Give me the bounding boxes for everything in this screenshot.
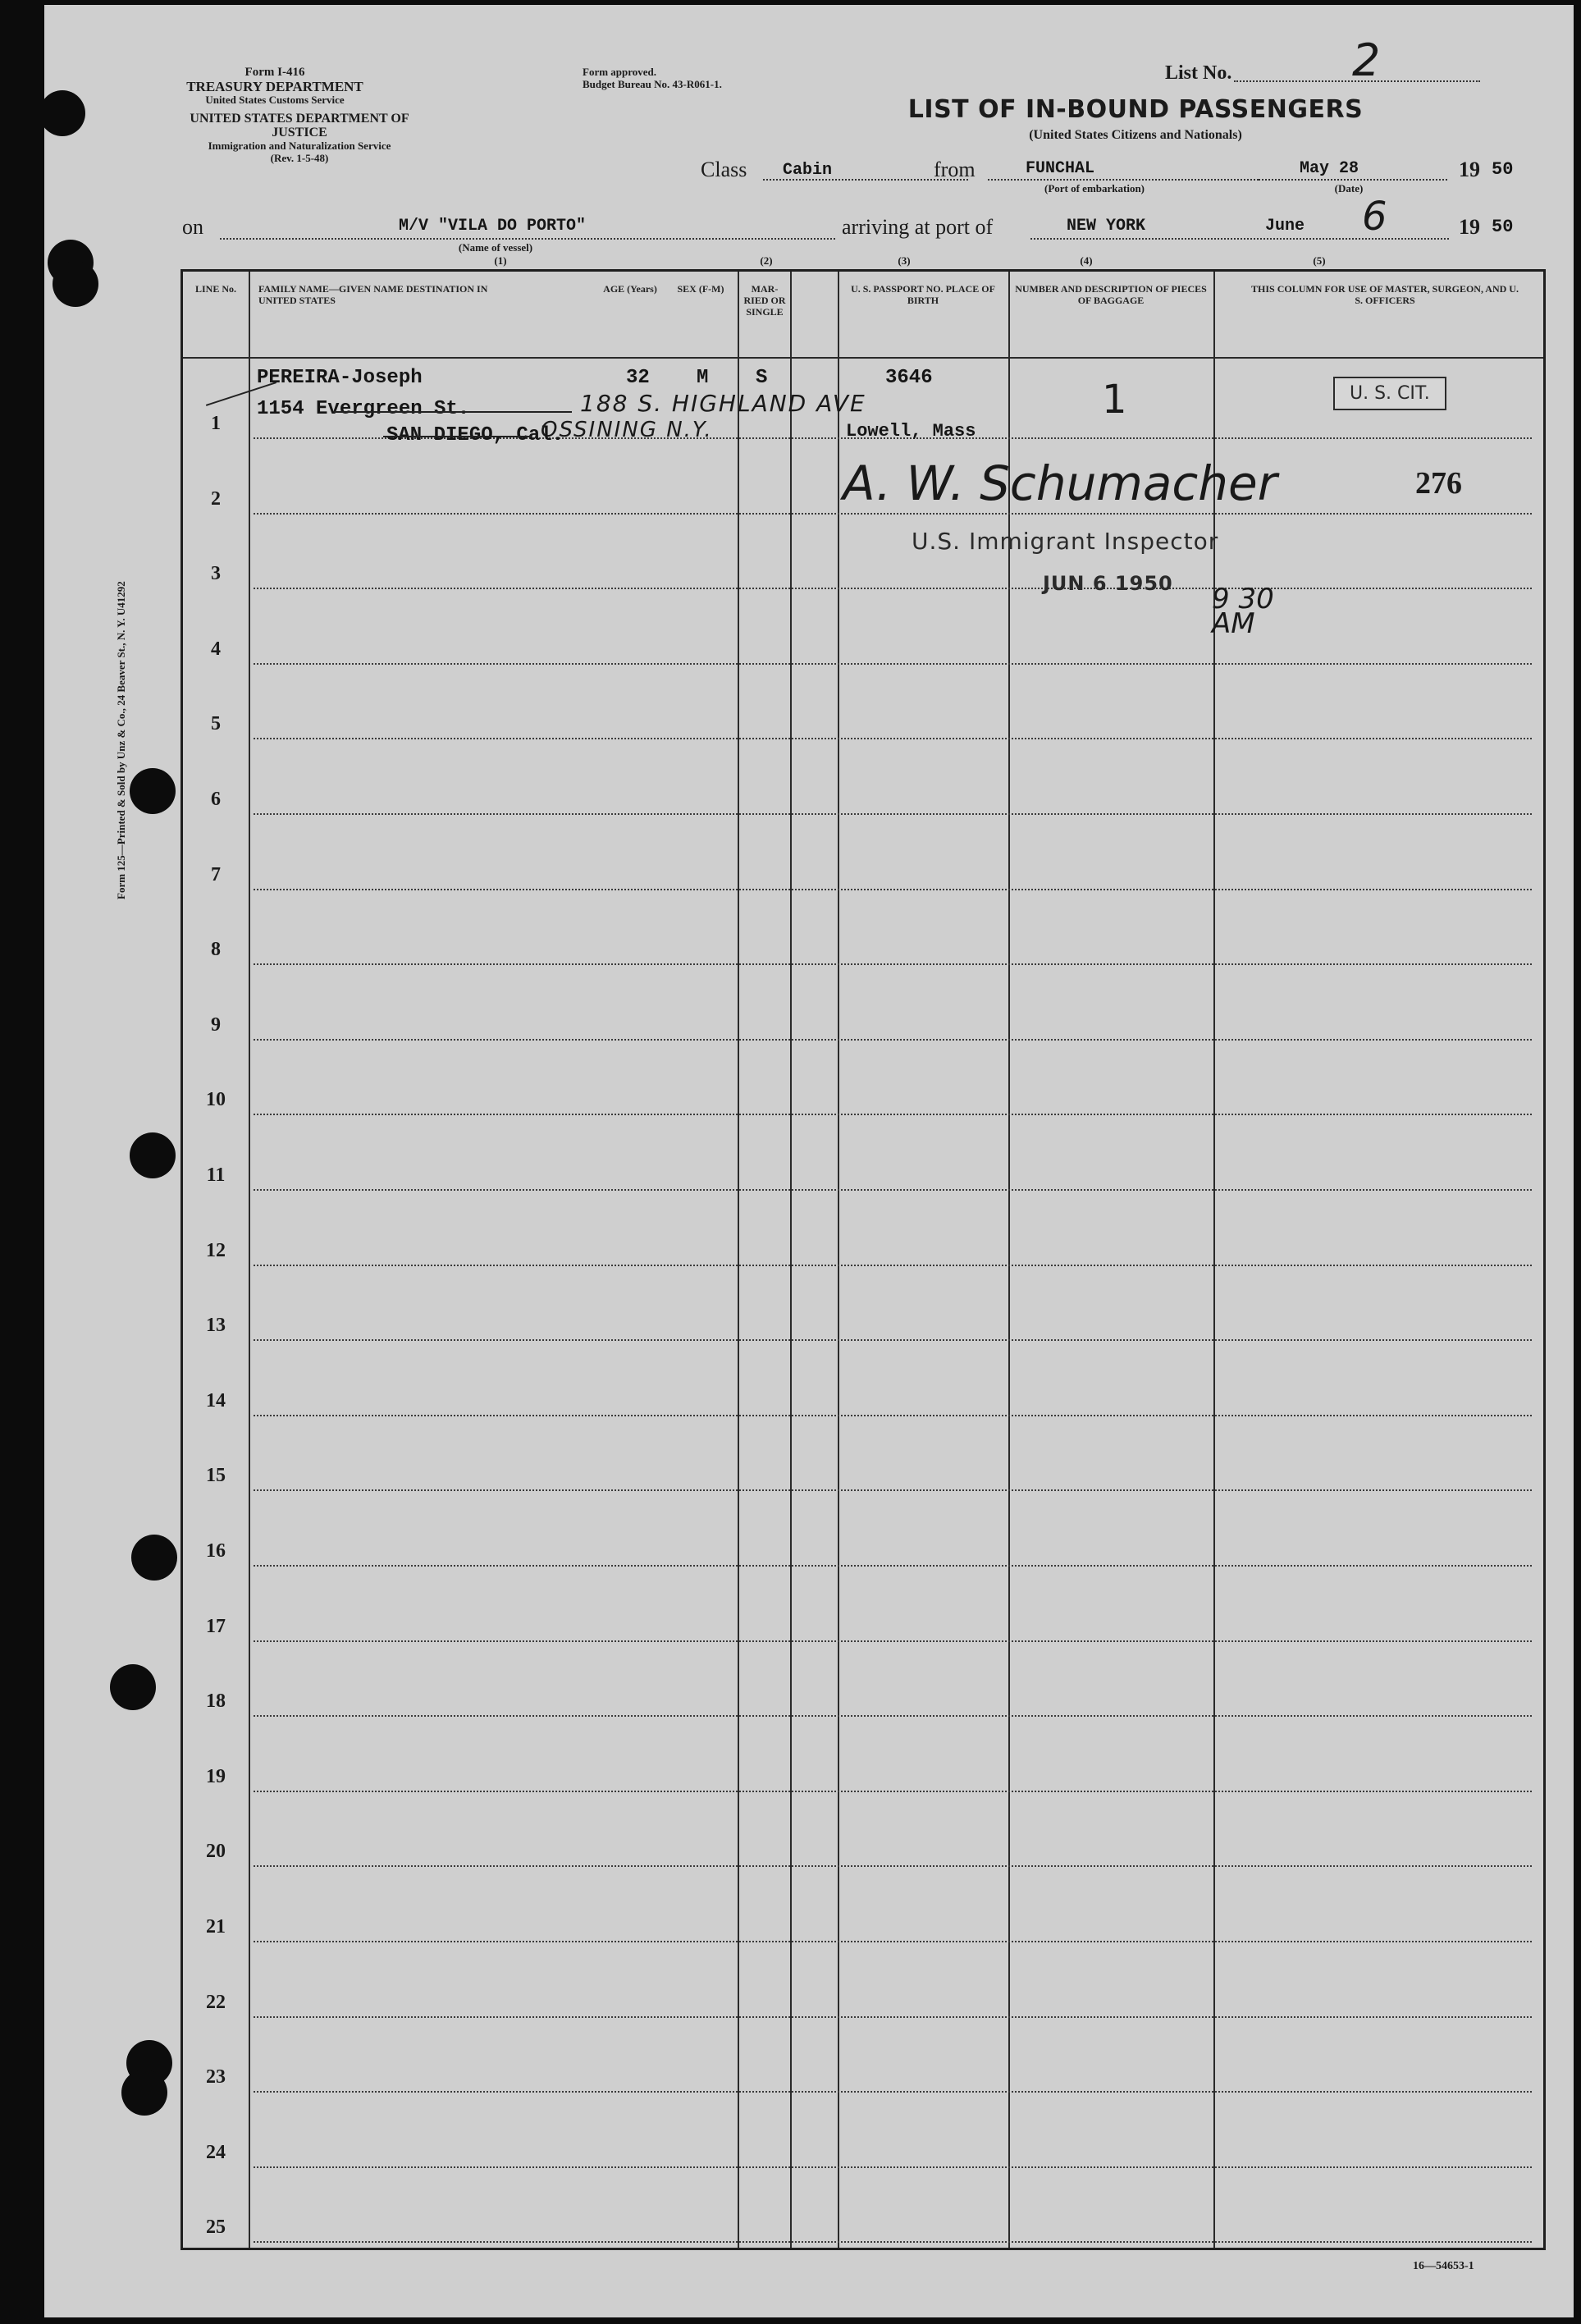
row-line <box>254 1339 1532 1341</box>
col-header-age: AGE (Years) <box>603 283 657 295</box>
col-divider <box>790 272 792 2248</box>
row-line <box>254 2241 1532 2243</box>
col-header-name: FAMILY NAME—GIVEN NAME DESTINATION IN UNITED STATES <box>258 283 488 306</box>
us-cit-stamp: U. S. CIT. <box>1333 377 1446 410</box>
footer-code: 16—54653-1 <box>1413 2260 1474 2272</box>
port-caption: (Port of embarkation) <box>1044 182 1145 194</box>
entry-married: S <box>756 367 768 389</box>
rev-label: (Rev. 1-5-48) <box>270 152 329 164</box>
row-line <box>254 1489 1532 1491</box>
inspector-stamp: U.S. Immigrant Inspector <box>912 528 1219 555</box>
ins-label: Immigration and Naturalization Service <box>208 140 391 152</box>
arriving-label: arriving at port of <box>842 215 994 239</box>
row-number: 5 <box>211 713 221 735</box>
row-number: 2 <box>211 487 221 510</box>
arrival-month: June <box>1265 217 1305 236</box>
year-prefix: 19 <box>1459 158 1480 181</box>
col-number: (1) <box>494 254 507 267</box>
time-note: 9 30 AM <box>1212 583 1274 640</box>
entry-passport: 3646 <box>885 367 933 389</box>
form-label: Form I-416 <box>244 66 305 79</box>
strike-line <box>334 411 572 413</box>
row-number: 1 <box>211 413 221 434</box>
row-number: 13 <box>206 1315 226 1337</box>
row-number: 14 <box>206 1389 226 1411</box>
row-number: 11 <box>206 1164 226 1186</box>
strike-line <box>383 436 531 437</box>
page-subtitle: (United States Citizens and Nationals) <box>1029 128 1242 142</box>
entry-sex: M <box>697 367 709 389</box>
approval-block <box>583 66 845 90</box>
arrival-year: 50 <box>1492 217 1514 237</box>
row-line <box>254 1791 1532 1792</box>
row-number: 10 <box>206 1089 226 1111</box>
row-line <box>254 2166 1532 2168</box>
row-line <box>254 1415 1532 1416</box>
date-caption: (Date) <box>1334 182 1364 194</box>
inspector-signature: A. W. Schumacher <box>843 455 1277 511</box>
row-number: 23 <box>206 2066 226 2088</box>
col-header-passport: U. S. PASSPORT NO. PLACE OF BIRTH <box>851 283 995 306</box>
row-number: 24 <box>206 2141 226 2163</box>
col-header-line: LINE No. <box>194 283 236 295</box>
col-divider <box>838 272 839 2248</box>
binder-hole <box>53 261 98 307</box>
row-number: 15 <box>206 1465 226 1487</box>
row-number: 3 <box>211 563 221 585</box>
binder-hole <box>39 90 85 136</box>
row-line <box>254 1640 1532 1642</box>
col-divider <box>1213 272 1215 2248</box>
date-value: May 28 <box>1300 159 1359 178</box>
col-header-married: MAR-RIED OR SINGLE <box>743 283 786 318</box>
class-label: Class <box>701 158 747 181</box>
col-number: (2) <box>760 254 773 267</box>
approved-label: Form approved. <box>583 66 657 78</box>
entry-baggage: 1 <box>1102 377 1127 423</box>
col-divider <box>249 272 250 2248</box>
date-line <box>1259 179 1447 181</box>
justice-block <box>180 112 418 164</box>
page-title: LIST OF IN-BOUND PASSENGERS <box>907 95 1364 124</box>
row-number: 16 <box>206 1540 226 1562</box>
on-label: on <box>182 215 203 239</box>
from-value: FUNCHAL <box>1026 159 1095 178</box>
entry-age: 32 <box>626 367 650 389</box>
row-line <box>254 1715 1532 1717</box>
arrival-year-prefix: 19 <box>1459 215 1480 239</box>
row-number: 17 <box>206 1615 226 1637</box>
list-no-value: 2 <box>1352 34 1381 86</box>
vessel-line <box>220 238 835 240</box>
vessel-caption: (Name of vessel) <box>458 241 533 254</box>
row-number: 9 <box>211 1013 221 1036</box>
row-number: 22 <box>206 1991 226 2013</box>
entry-city: SAN DIEGO, Cal. <box>386 424 564 446</box>
handwritten-city: OSSINING N.Y. <box>541 418 713 442</box>
row-line <box>254 1565 1532 1567</box>
row-line <box>254 2091 1532 2093</box>
col-header-sex: SEX (F-M) <box>677 283 724 295</box>
row-line <box>254 813 1532 815</box>
row-number: 4 <box>211 638 221 660</box>
from-line <box>988 179 1259 181</box>
from-label: from <box>934 158 976 181</box>
vessel-value: M/V "VILA DO PORTO" <box>399 217 587 236</box>
row-line <box>254 1114 1532 1115</box>
col-number: (5) <box>1313 254 1326 267</box>
row-line <box>254 588 1532 589</box>
row-line <box>254 1189 1532 1191</box>
row-line <box>254 2016 1532 2018</box>
row-number: 21 <box>206 1916 226 1937</box>
year-value: 50 <box>1492 159 1514 180</box>
col-header-officers: THIS COLUMN FOR USE OF MASTER, SURGEON, AND U. S. OFFICERS <box>1251 283 1519 306</box>
entry-number: 276 <box>1415 466 1462 501</box>
entry-name: PEREIRA-Joseph <box>257 367 423 389</box>
row-number: 12 <box>206 1239 226 1261</box>
binder-hole <box>110 1664 156 1710</box>
printer-side-text: Form 125—Printed & Sold by Unz & Co., 24 Beaver St., N. Y. U41292 <box>115 581 127 899</box>
row-line <box>254 889 1532 890</box>
entry-birthplace: Lowell, Mass <box>846 421 976 441</box>
customs-label: United States Customs Service <box>205 94 345 106</box>
row-line <box>254 1265 1532 1266</box>
row-number: 7 <box>211 863 221 885</box>
passenger-table <box>180 269 1546 2250</box>
col-header-baggage: NUMBER AND DESCRIPTION OF PIECES OF BAGGAGE <box>1015 283 1207 306</box>
col-number: (3) <box>898 254 911 267</box>
list-no-label: List No. <box>1165 62 1232 84</box>
row-line <box>254 513 1532 515</box>
binder-hole <box>130 768 176 814</box>
row-number: 8 <box>211 939 221 961</box>
row-line <box>254 738 1532 739</box>
justice-label: UNITED STATES DEPARTMENT OF JUSTICE <box>190 112 409 140</box>
row-number: 18 <box>206 1690 226 1713</box>
budget-label: Budget Bureau No. 43-R061-1. <box>583 78 722 90</box>
binder-hole <box>121 2070 167 2116</box>
row-number: 19 <box>206 1765 226 1787</box>
binder-hole <box>130 1132 176 1178</box>
row-line <box>254 663 1532 665</box>
col-number: (4) <box>1080 254 1093 267</box>
entry-address: 1154 Evergreen St. <box>257 398 470 420</box>
header-divider <box>183 357 1543 359</box>
row-line <box>254 963 1532 965</box>
binder-hole <box>131 1535 177 1581</box>
row-line <box>254 1039 1532 1041</box>
col-divider <box>738 272 739 2248</box>
col-divider <box>1008 272 1010 2248</box>
handwritten-address: 188 S. HIGHLAND AVE <box>580 390 866 417</box>
row-line <box>254 1941 1532 1942</box>
agency-block <box>164 66 386 106</box>
row-number: 25 <box>206 2216 226 2239</box>
date-stamp: JUN 6 1950 <box>1043 572 1173 595</box>
row-number: 6 <box>211 789 221 810</box>
dept-label: TREASURY DEPARTMENT <box>186 79 363 94</box>
arrival-port: NEW YORK <box>1067 217 1146 236</box>
class-value: Cabin <box>783 161 833 180</box>
arrival-day: 6 <box>1362 194 1387 240</box>
row-line <box>254 1865 1532 1867</box>
manifest-sheet <box>44 5 1574 2317</box>
row-number: 20 <box>206 1841 226 1863</box>
